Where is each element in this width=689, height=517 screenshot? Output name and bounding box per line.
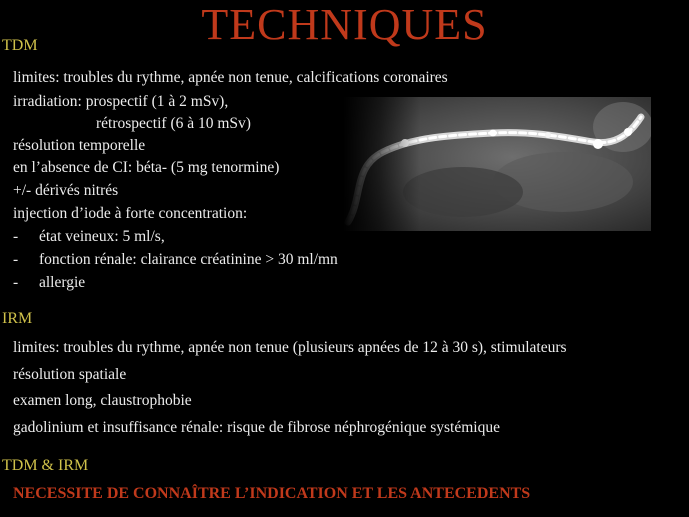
tdm-irradiation: irradiation: prospectif (1 à 2 mSv), bbox=[13, 93, 229, 110]
tdm-nitrates: +/- dérivés nitrés bbox=[13, 182, 119, 199]
dash-marker: - bbox=[13, 251, 19, 268]
tdm-resolution: résolution temporelle bbox=[13, 137, 146, 154]
slide-title: TECHNIQUES bbox=[201, 0, 488, 49]
irm-item: limites: troubles du rythme, apnée non tenue (plusieurs apnées de 12 à 30 s), stimulateurs bbox=[13, 339, 567, 356]
coronary-ct-image bbox=[343, 97, 651, 231]
list-item bbox=[13, 227, 165, 247]
tdm-limits: limites: troubles du rythme, apnée non tenue, calcifications coronaires bbox=[13, 69, 448, 86]
section-heading-tdm: TDM bbox=[2, 37, 38, 54]
section-heading-irm: IRM bbox=[2, 310, 33, 327]
list-item-text: fonction rénale: clairance créatinine > 30 ml/mn bbox=[39, 251, 338, 268]
irm-item: examen long, claustrophobie bbox=[13, 392, 192, 409]
conclusion-text: NECESSITE DE CONNAÎTRE L’INDICATION ET LES ANTECEDENTS bbox=[13, 485, 531, 502]
list-item-text: état veineux: 5 ml/s, bbox=[39, 228, 165, 245]
dash-marker: - bbox=[13, 274, 19, 291]
list-item-text: allergie bbox=[39, 274, 86, 291]
irm-item: résolution spatiale bbox=[13, 366, 127, 383]
tdm-irradiation-retro: rétrospectif (6 à 10 mSv) bbox=[96, 115, 251, 132]
tdm-iodine: injection d’iode à forte concentration: bbox=[13, 205, 248, 222]
list-item bbox=[13, 250, 338, 270]
irm-item: gadolinium et insuffisance rénale: risque de fibrose néphrogénique systémique bbox=[13, 419, 500, 436]
dash-marker: - bbox=[13, 228, 19, 245]
tdm-beta: en l’absence de CI: béta- (5 mg tenormine) bbox=[13, 159, 280, 176]
section-heading-tdm-irm: TDM & IRM bbox=[2, 457, 89, 474]
list-item bbox=[13, 273, 85, 293]
